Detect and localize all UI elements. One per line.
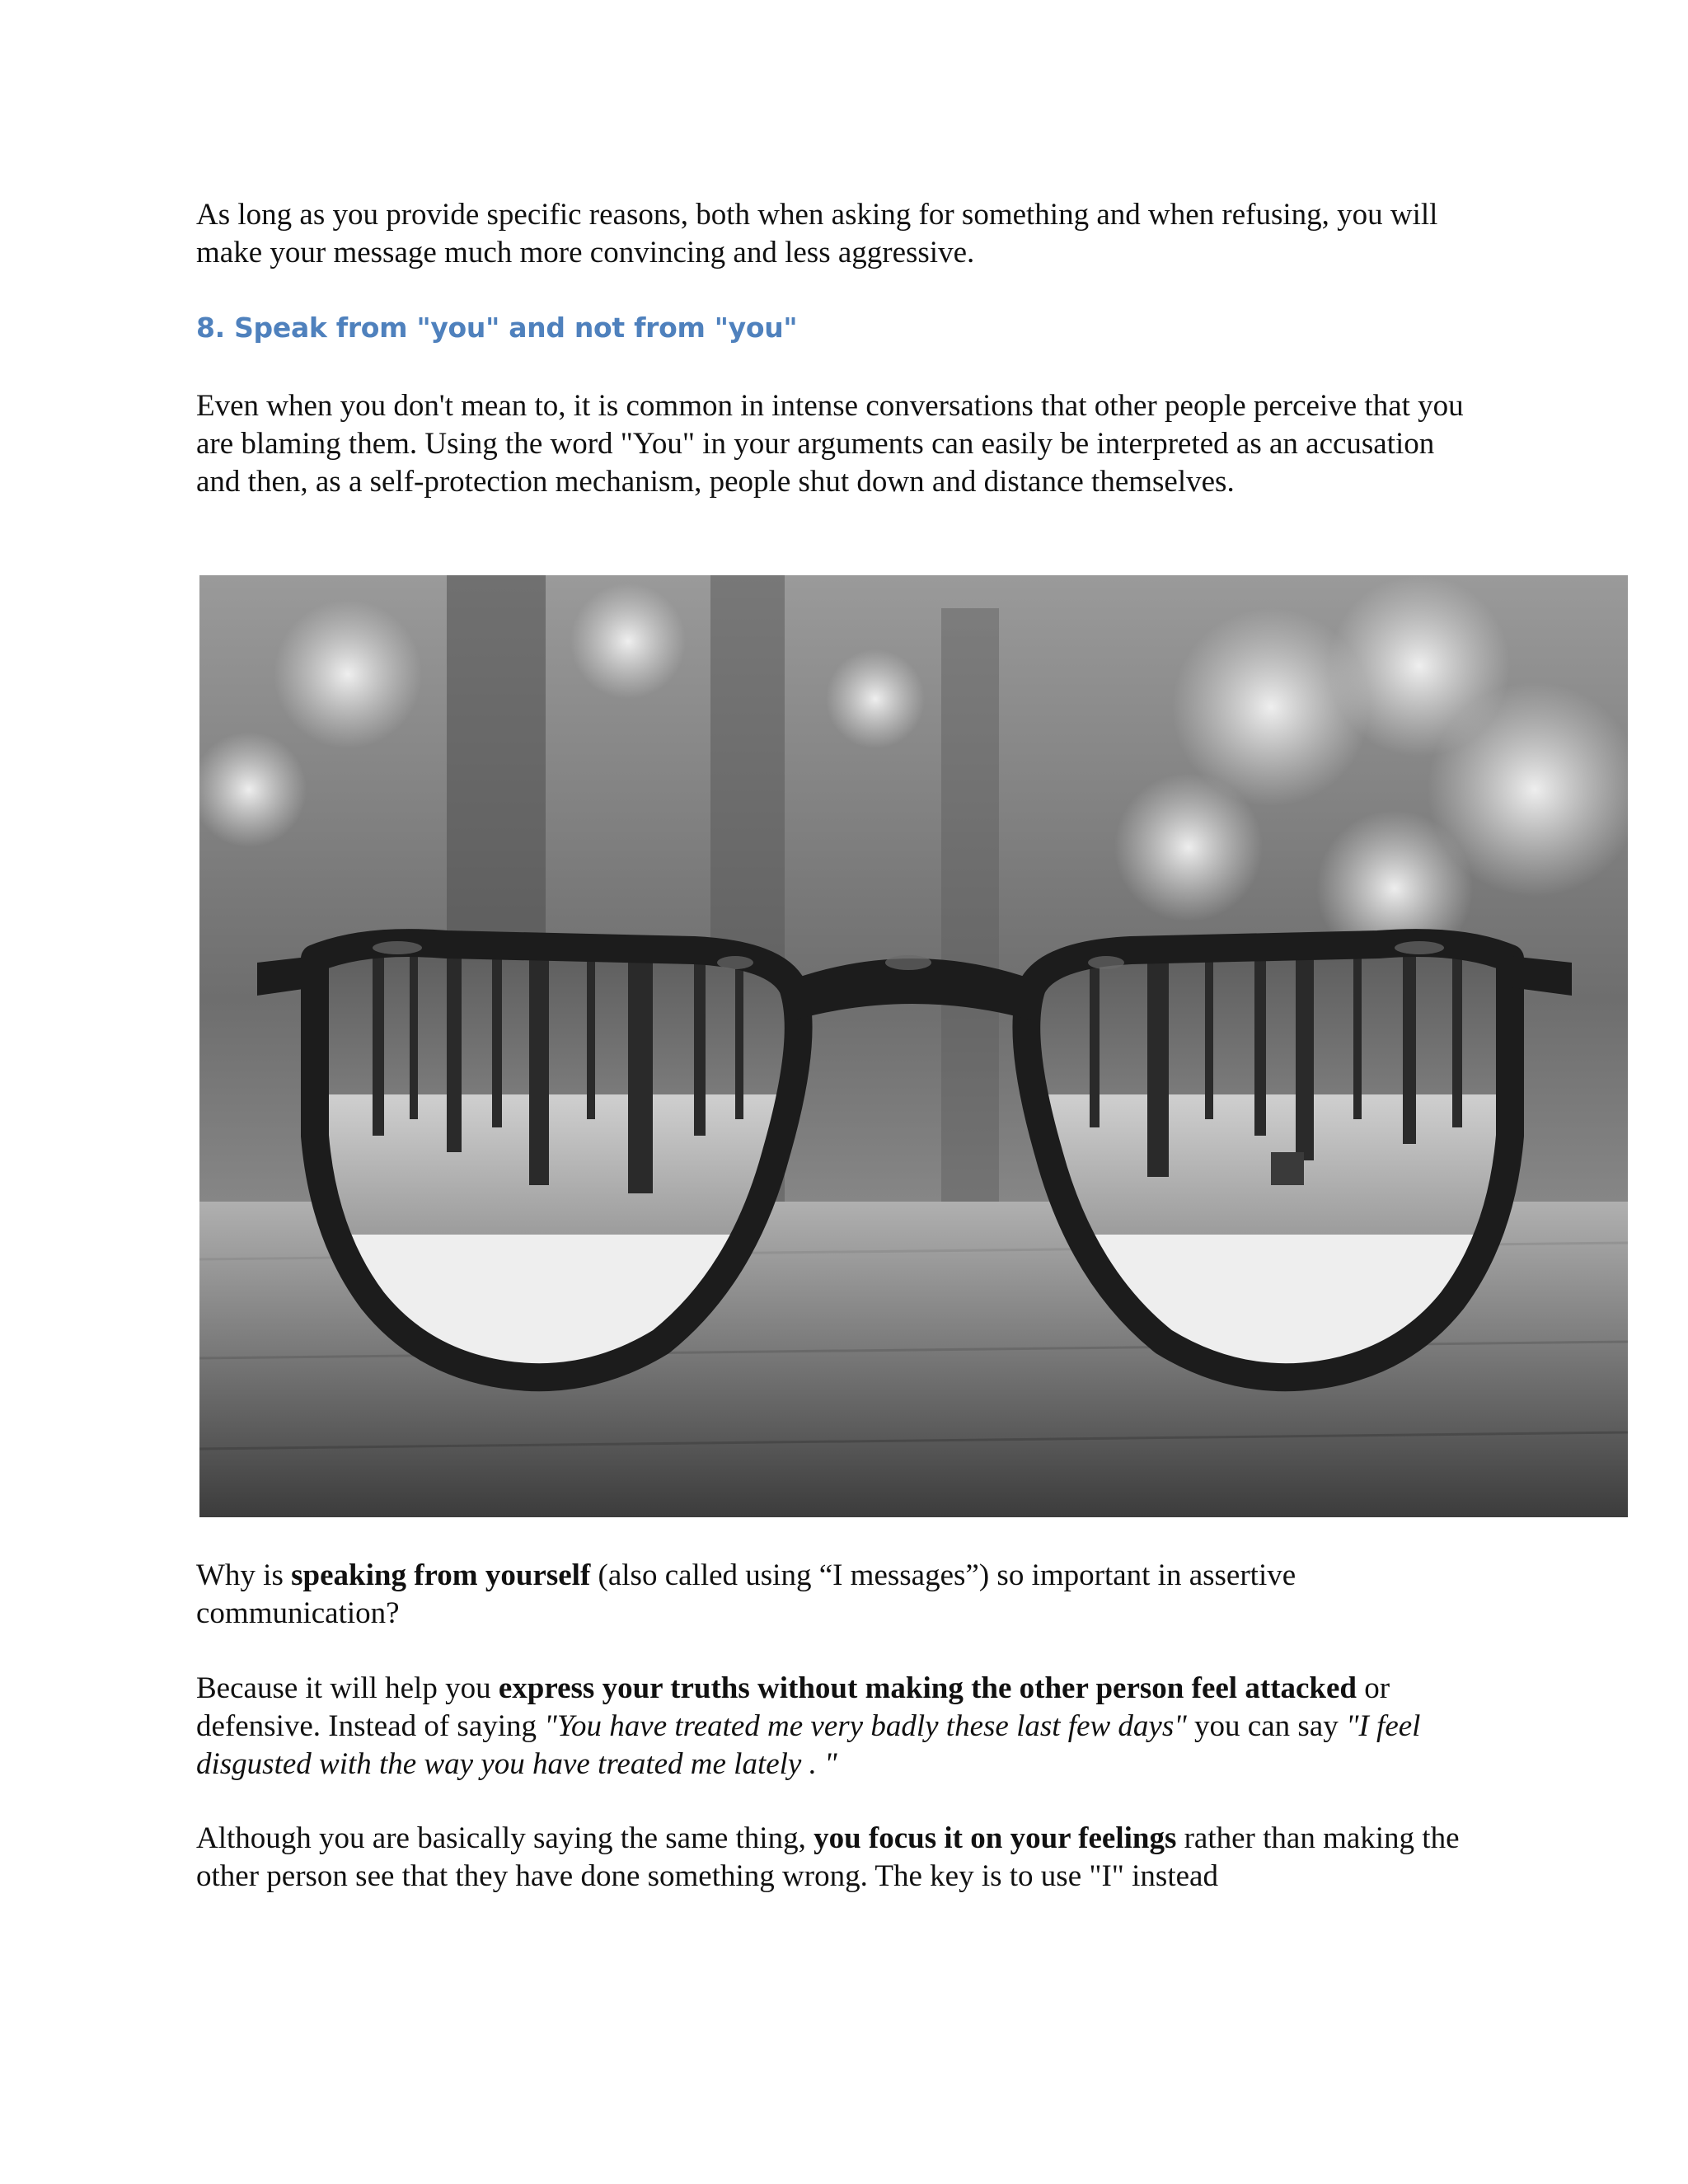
section-heading-block <box>196 312 1482 344</box>
paragraph-although-part1: Although you are basically saying the same thing, <box>196 1821 814 1855</box>
paragraph-although-part2: rather than making the other person see that they have done something wrong. The key is to use "I" instead <box>196 1821 1460 1893</box>
paragraph-because-quote-you: "You have treated me very badly these last few days" <box>544 1709 1187 1743</box>
paragraph-blaming <box>196 387 1482 501</box>
paragraph-why-text <box>196 1557 1482 1633</box>
paragraph-because-part2: or defensive. Instead of saying <box>196 1671 1390 1743</box>
paragraph-because-part1: Because it will help you <box>196 1671 499 1705</box>
section-heading: 8. Speak from "you" and not from "you" <box>196 312 798 344</box>
paragraph-because-part3: you can say <box>1186 1709 1346 1743</box>
glasses-forest-photo <box>199 575 1628 1517</box>
paragraph-why-part1: Why is <box>196 1558 292 1592</box>
paragraph-why-part2: (also called using “I messages”) so important in assertive communication? <box>196 1558 1296 1630</box>
paragraph-why <box>196 1557 1482 1633</box>
paragraph-why-bold: speaking from yourself <box>291 1558 591 1592</box>
paragraph-reasons-text: As long as you provide specific reasons, both when asking for something and when refusing, you will make your message much more convincing and less aggressive. <box>196 198 1438 269</box>
paragraph-although-bold: you focus it on your feelings <box>814 1821 1177 1855</box>
paragraph-blaming-text: Even when you don't mean to, it is common in intense conversations that other people perceive that you are blaming them. Using the word "You" in your arguments can easily be interpreted as an accusation and then, as a self-protection mechanism, people shut down and distance themselves. <box>196 389 1464 499</box>
paragraph-because-text <box>196 1670 1482 1783</box>
paragraph-because <box>196 1670 1482 1783</box>
paragraph-because-bold: express your truths without making the other person feel attacked <box>498 1671 1357 1705</box>
paragraph-although-text <box>196 1820 1482 1896</box>
paragraph-reasons <box>196 196 1482 272</box>
paragraph-because-quote-i: "I feel disgusted with the way you have treated me lately . " <box>196 1709 1421 1781</box>
paragraph-although <box>196 1820 1482 1896</box>
